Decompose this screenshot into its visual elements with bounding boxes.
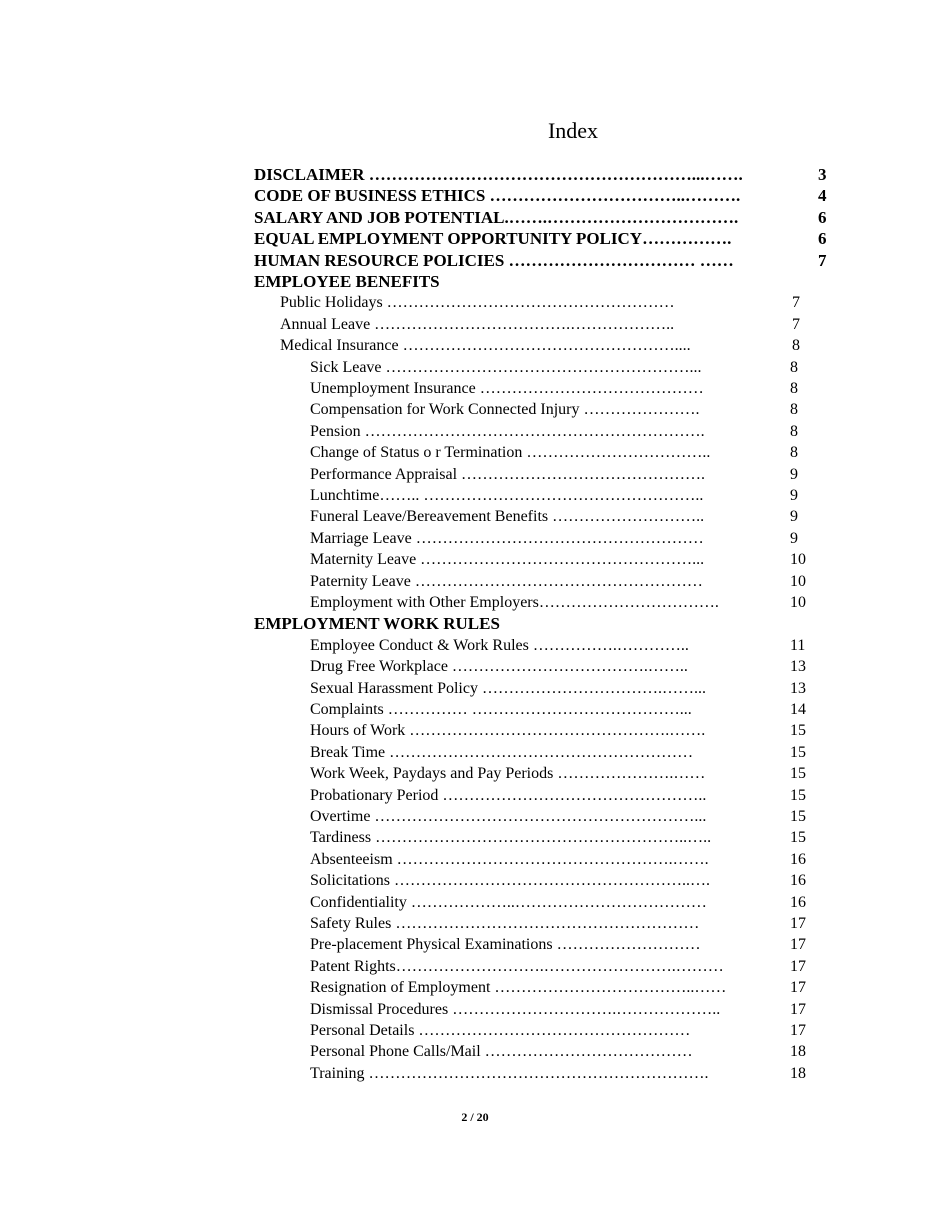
toc-entry[interactable]: [0, 357, 950, 378]
toc-entry[interactable]: [0, 934, 950, 955]
toc-entry[interactable]: [0, 870, 950, 891]
toc-entry[interactable]: [0, 464, 950, 485]
toc-entry-label: Pension ……………………………………………………….: [310, 422, 705, 440]
toc-entry-label: Solicitations ………………………………………………..….: [310, 872, 710, 890]
toc-entry-page: 17: [790, 1000, 806, 1018]
page-title: Index: [547, 118, 599, 143]
toc-entry-label: Drug Free Workplace ……………………………….……..: [310, 658, 688, 676]
toc-entry-page: 3: [818, 165, 827, 184]
toc-entry-label: EMPLOYMENT WORK RULES: [254, 614, 500, 634]
toc-entry-label: EMPLOYEE BENEFITS: [254, 272, 440, 291]
toc-entry-label: Patent Rights……………………….…………………….………: [310, 957, 724, 975]
toc-entry-label: Marriage Leave ………………………………………………: [310, 529, 704, 547]
toc-entry-page: 15: [790, 765, 806, 783]
toc-entry-page: 16: [790, 872, 806, 890]
toc-entry-page: 4: [818, 186, 827, 206]
toc-entry[interactable]: [0, 635, 950, 656]
toc-entry[interactable]: [0, 1041, 950, 1062]
toc-entry[interactable]: [0, 1020, 950, 1041]
toc-entry[interactable]: [0, 806, 950, 827]
toc-entry-label: Employment with Other Employers…………………………….: [310, 594, 719, 611]
toc-entry-label: Paternity Leave ………………………………………………: [310, 572, 703, 590]
toc-entry-page: 15: [790, 786, 806, 804]
toc-entry-label: Pre-placement Physical Examinations ………………………: [310, 936, 701, 954]
toc-entry-label: Employee Conduct & Work Rules …………….…………..: [310, 636, 689, 654]
toc-entry[interactable]: [0, 335, 950, 356]
toc-entry[interactable]: [0, 977, 950, 998]
toc-entry-page: 8: [792, 337, 800, 355]
toc-entry-page: 8: [790, 401, 798, 419]
toc-entry[interactable]: [0, 656, 950, 677]
toc-entry-page: 10: [790, 572, 806, 590]
toc-entry-label: Complaints …………… …………………………………...: [310, 701, 692, 718]
toc-entry-label: Break Time …………………………………………………: [310, 743, 694, 761]
toc-entry-page: 8: [790, 422, 798, 440]
toc-entry[interactable]: [0, 592, 950, 613]
toc-entry-label: Sick Leave …………………………………………………...: [310, 358, 702, 376]
toc-entry-page: 6: [818, 229, 827, 249]
toc-entry-label: EQUAL EMPLOYMENT OPPORTUNITY POLICY…………….: [254, 229, 732, 249]
toc-entry-page: 17: [790, 979, 806, 997]
toc-entry-label: Funeral Leave/Bereavement Benefits ………………………..: [310, 508, 705, 526]
toc-entry-page: 9: [790, 529, 798, 547]
toc-entry-page: 8: [790, 358, 798, 376]
toc-entry-label: Probationary Period …………………………………………..: [310, 786, 707, 804]
toc-entry-page: 15: [790, 829, 806, 847]
toc-entry[interactable]: [0, 528, 950, 549]
toc-entry-label: Dismissal Procedures ………………………….………………..: [310, 1000, 721, 1018]
toc-entry-page: 14: [790, 701, 806, 718]
toc-entry-label: Maternity Leave ……………………………………………...: [310, 551, 705, 569]
toc-entry-label: Public Holidays ………………………………………………: [280, 294, 675, 312]
toc-entry-page: 7: [792, 294, 800, 312]
toc-entry[interactable]: [0, 849, 950, 870]
toc-entry[interactable]: [0, 763, 950, 784]
toc-entry-label: Lunchtime…….. ……………………………………………..: [310, 487, 704, 504]
toc-entry[interactable]: [0, 164, 950, 185]
toc-entry-label: Medical Insurance ……………………………………………....: [280, 337, 691, 355]
toc-entry[interactable]: [0, 399, 950, 420]
toc-entry[interactable]: [0, 785, 950, 806]
toc-entry[interactable]: [0, 228, 950, 249]
toc-entry[interactable]: [0, 378, 950, 399]
toc-entry-label: Confidentiality ………………..………………………………: [310, 893, 707, 911]
toc-entry[interactable]: [0, 1063, 950, 1084]
toc-entry-label: Personal Details ……………………………………………: [310, 1022, 691, 1039]
toc-entry[interactable]: [0, 185, 950, 206]
toc-entry-label: HUMAN RESOURCE POLICIES …………………………… ……: [254, 250, 734, 270]
toc-entry-page: 9: [790, 465, 798, 483]
page-number: 2 / 20: [461, 1110, 489, 1124]
toc-entry-label: Training ……………………………………………………….: [310, 1064, 709, 1082]
toc-entry[interactable]: [0, 250, 950, 271]
toc-entry[interactable]: [0, 999, 950, 1020]
toc-entry-label: Absenteeism …………………………………………….…….: [310, 850, 709, 868]
toc-entry-label: Unemployment Insurance ……………………………………: [310, 380, 704, 397]
toc-entry-page: 18: [790, 1064, 806, 1082]
toc-entry-page: 18: [790, 1043, 806, 1061]
toc-entry-label: Annual Leave ……………………………….………………..: [280, 315, 675, 333]
toc-entry-label: Sexual Harassment Policy …………………………….……...: [310, 679, 706, 697]
toc-entry-label: DISCLAIMER …………………………………………………...…….: [254, 165, 743, 184]
toc-entry-page: 9: [790, 487, 798, 504]
toc-entry[interactable]: [0, 742, 950, 763]
toc-entry-label: Resignation of Employment ………………………………..……: [310, 979, 727, 997]
toc-entry-label: Overtime ……………………………………………………...: [310, 808, 707, 825]
toc-entry-label: Tardiness …………………………………………………..…..: [310, 829, 712, 847]
toc-entry[interactable]: [0, 892, 950, 913]
toc-entry[interactable]: [0, 421, 950, 442]
toc-entry-label: Personal Phone Calls/Mail …………………………………: [310, 1043, 693, 1061]
toc-entry-page: 17: [790, 1022, 806, 1039]
toc-entry-page: 16: [790, 850, 806, 868]
toc-entry-label: Change of Status o r Termination ……………………………..: [310, 444, 711, 462]
toc-entry-page: 13: [790, 658, 806, 676]
toc-entry[interactable]: [0, 827, 950, 848]
toc-entry-page: 9: [790, 508, 798, 526]
toc-entry-label: Safety Rules …………………………………………………: [310, 915, 700, 932]
toc-entry[interactable]: [0, 506, 950, 527]
toc-entry-page: 15: [790, 808, 806, 825]
toc-entry-page: 17: [790, 915, 806, 932]
toc-entry-page: 7: [792, 315, 800, 333]
toc-entry[interactable]: [0, 720, 950, 741]
toc-entry-label: Hours of Work ………………………………………….…….: [310, 722, 706, 740]
toc-entry-page: 15: [790, 743, 806, 761]
toc-entry-label: Compensation for Work Connected Injury ………………….: [310, 401, 700, 419]
toc-entry-page: 10: [790, 551, 806, 569]
toc-entry-page: 7: [818, 250, 827, 270]
toc-entry[interactable]: [0, 549, 950, 570]
toc-entry-page: 17: [790, 957, 806, 975]
toc-entry-label: CODE OF BUSINESS ETHICS ……………………………..……….: [254, 186, 741, 206]
toc-entry[interactable]: [0, 271, 950, 292]
toc-entry-page: 11: [790, 636, 806, 654]
toc-entry[interactable]: [0, 571, 950, 592]
toc-entry[interactable]: [0, 699, 950, 720]
toc-entry[interactable]: [0, 678, 950, 699]
toc-entry-page: 17: [790, 936, 806, 954]
toc-entry-page: 6: [818, 207, 827, 227]
toc-entry[interactable]: [0, 292, 950, 313]
toc-entry[interactable]: [0, 207, 950, 228]
toc-entry[interactable]: [0, 613, 950, 634]
toc-entry-page: 15: [790, 722, 806, 740]
toc-entry[interactable]: [0, 913, 950, 934]
toc-entry-label: SALARY AND JOB POTENTIAL.…….…………………………….: [254, 207, 739, 227]
toc-entry-label: Work Week, Paydays and Pay Periods ………………….……: [310, 765, 706, 783]
toc-entry-page: 8: [790, 444, 798, 462]
toc-entry-page: 13: [790, 679, 806, 697]
toc-entry[interactable]: [0, 485, 950, 506]
toc-entry[interactable]: [0, 314, 950, 335]
toc-entry-label: Performance Appraisal ……………………………………….: [310, 465, 706, 483]
toc-entry-page: 10: [790, 594, 806, 611]
toc-entry-page: 8: [790, 380, 798, 397]
toc-entry[interactable]: [0, 956, 950, 977]
toc-entry-page: 16: [790, 893, 806, 911]
toc-entry[interactable]: [0, 442, 950, 463]
